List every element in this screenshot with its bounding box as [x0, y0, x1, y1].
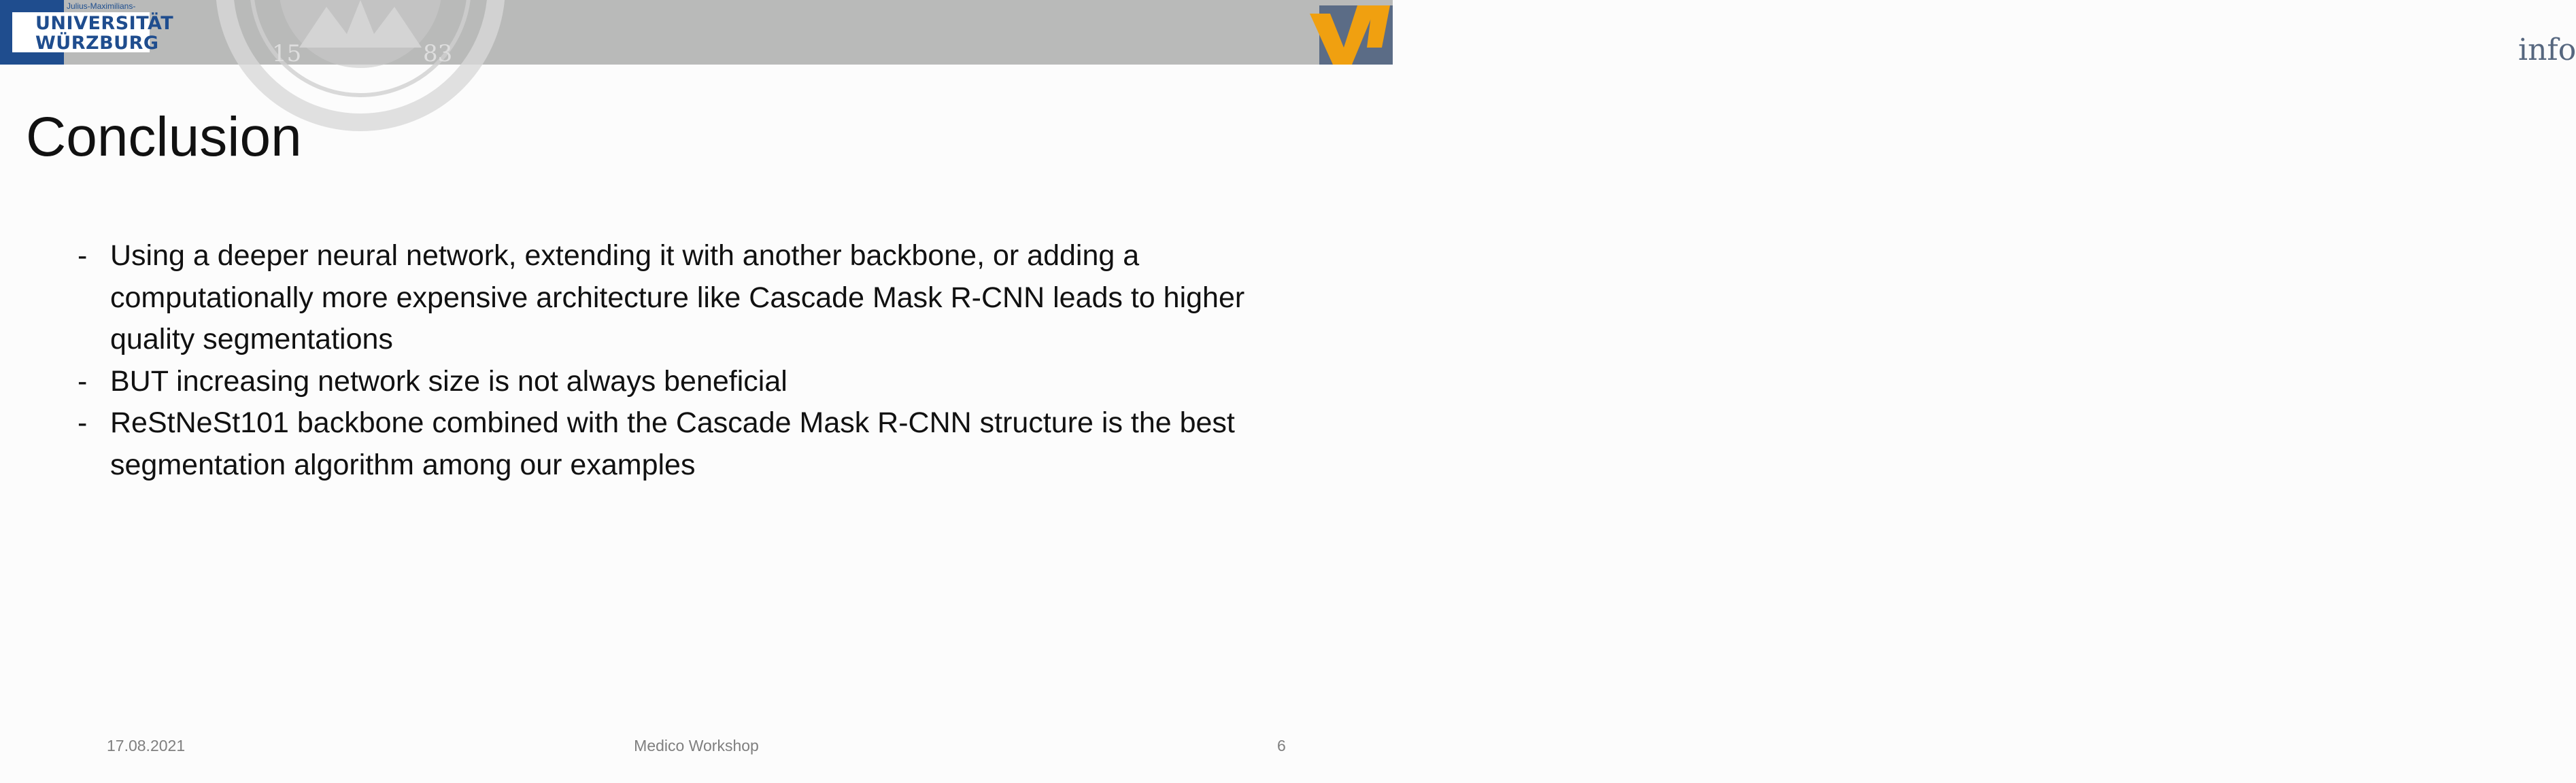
header-band	[0, 0, 2576, 67]
bullet-item	[75, 361, 1272, 403]
bullet-item	[75, 402, 1272, 486]
footer-date: 17.08.2021	[107, 737, 186, 754]
bullet-item	[75, 235, 1272, 361]
seal-year-right: 83	[423, 40, 453, 67]
footer-event-name: Medico Workshop	[634, 737, 759, 754]
info-logo-text: info	[2518, 33, 2576, 67]
info-vi-logo-mark	[1257, 0, 1393, 65]
bullet-marker: -	[78, 364, 88, 398]
footer-page-number: 6	[1277, 737, 1286, 754]
university-seal	[170, 0, 551, 68]
bullet-text: BUT increasing network size is not always beneficial	[110, 364, 787, 398]
bullet-marker: -	[78, 406, 88, 439]
university-logo-small-text: Julius-Maximilians-	[67, 1, 136, 11]
bullet-text: Using a deeper neural network, extending it with another backbone, or adding a computationally more expensive architecture like Cascade Mask R-CNN leads to higher quality segmentations	[110, 239, 1245, 355]
bullet-list	[75, 235, 1272, 486]
seal-year-left: 15	[272, 40, 302, 67]
info-vi-logo	[1257, 0, 2576, 67]
slide-title: Conclusion	[26, 106, 302, 168]
bullet-text: ReStNeSt101 backbone combined with the Cascade Mask R-CNN structure is the best segmentation algorithm among our examples	[110, 406, 1235, 481]
university-logo	[0, 0, 174, 65]
university-logo-line2: WÜRZBURG	[35, 33, 159, 54]
bullet-marker: -	[78, 239, 88, 272]
university-logo-line1: UNIVERSITÄT	[35, 13, 174, 34]
